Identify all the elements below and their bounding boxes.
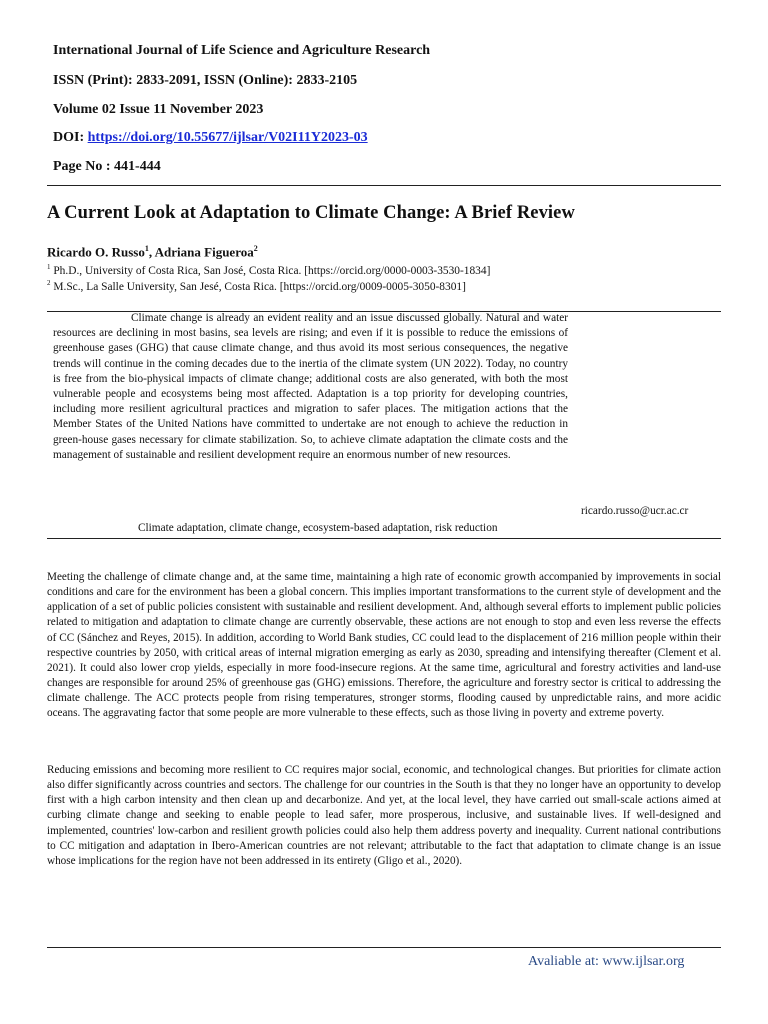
body-paragraph-2: Reducing emissions and becoming more resilient to CC requires major social, economic, and technological changes. But priorities for climate action also differ significantly across countries and sectors. The challenge for our countries in the South is that they no longer have an opportunity to develop first with a high carbon intensity and then clean up and decarbonize. And yet, at the local level, they have carried out small-scale actions aimed at curbing climate change and seeking to enable people to lead safer, more prosperous, inclusive, and sustainable lives. If well-designed and implemented, countries' low-carbon and resilient growth policies could also help them address poverty and inequality. Current national contributions to CC mitigation and adaptation in Ibero-American countries are not relevant; attributable to the fact that adaptation to climate change is an issue whose implications for the region have not been addressed in its entirety (Gligo et al., 2020).: [47, 764, 721, 867]
author-2: Adriana Figueroa: [154, 244, 254, 260]
journal-name: International Journal of Life Science and Agriculture Research: [53, 43, 431, 58]
keywords: Climate adaptation, climate change, ecosystem-based adaptation, risk reduction: [138, 522, 498, 534]
affiliation-1-sup: 1: [47, 263, 51, 271]
author-1-sup: 1: [144, 244, 149, 253]
affiliation-2-text: M.Sc., La Salle University, San Jesé, Costa Rica. [https://orcid.org/0009-0005-3050-8301]: [50, 280, 466, 293]
header-divider: [47, 185, 721, 186]
footer-divider: [47, 947, 721, 948]
author-2-sup: 2: [253, 244, 258, 253]
issn-line: ISSN (Print): 2833-2091, ISSN (Online): 2833-2105: [53, 73, 358, 88]
author-1: Ricardo O. Russo: [47, 244, 145, 260]
abstract-bottom-divider: [47, 538, 721, 539]
affiliation-1-text: Ph.D., University of Costa Rica, San José, Costa Rica. [https://orcid.org/0000-0003-3530-1834]: [50, 264, 491, 277]
article-title: A Current Look at Adaptation to Climate Change: A Brief Review: [47, 203, 575, 223]
doi-line: [53, 130, 368, 146]
authors-line: [47, 244, 258, 260]
corresponding-email: ricardo.russo@ucr.ac.cr: [581, 505, 689, 517]
doi-label: DOI:: [53, 130, 88, 145]
doi-link[interactable]: https://doi.org/10.55677/ijlsar/V02I11Y2023-03: [87, 130, 368, 145]
author-separator: ,: [148, 244, 155, 260]
affiliation-1: [47, 263, 490, 277]
page-number: Page No : 441-444: [53, 159, 161, 174]
affiliation-2-sup: 2: [47, 279, 51, 287]
footer-website: Avaliable at: www.ijlsar.org: [528, 954, 685, 969]
affiliation-2: [47, 279, 466, 293]
volume-line: Volume 02 Issue 11 November 2023: [53, 102, 264, 117]
abstract-text: Climate change is already an evident reality and an issue discussed globally. Natural and water resources are declining in most basins, sea levels are rising; and even if it is possible to reduce the emissions of greenhouse gases (GHG) that cause climate change, and thus avoid its most serious consequences, the negative trends will continue in the coming decades due to the inertia of the climate system (UN 2022). Today, no country is free from the bio-physical impacts of climate change; additional costs are also generated, with both the most vulnerable people and ecosystems being most affected. Adaptation is a top priority for developing countries, including more resilient agricultural practices and migration to safer places. The mitigation actions that the Member States of the United Nations have committed to undertake are not enough to achieve the reduction in green-house gases necessary for climate stabilization. So, to achieve climate adaptation the climate costs and the management of sustainable and resilient development require an enormous number of new resources.: [53, 312, 568, 461]
body-paragraph-1: Meeting the challenge of climate change and, at the same time, maintaining a high rate of economic growth accompanied by improvements in social conditions and care for the environment has been a global concern. This implies important transformations to the current style of development and the application of a set of public policies consistent with sustainable and resilient development. And, although several efforts to implement public policies related to mitigation and adaptation to climate change are currently observable, these actions are not enough to stop and even less reverse the effects of CC (Sánchez and Reyes, 2015). In addition, according to World Bank studies, CC could lead to the displacement of 216 million people within their respective countries by 2050, with critical areas of internal migration emerging as early as 2030, spreading and intensifying thereafter (Clement et al. 2021). It could also lower crop yields, especially in more food-insecure regions. At the same time, agricultural and forestry activities and land-use changes are responsible for around 25% of greenhouse gas (GHG) emissions. Therefore, the agriculture and forestry sector is critical to addressing the climate challenge. The ACC protects people from rising temperatures, stronger storms, flooding caused by unpredictable rains, and more acidic oceans. The aggravating factor that some people are more vulnerable to these effects, such as those living in poverty and extreme poverty.: [47, 571, 721, 720]
